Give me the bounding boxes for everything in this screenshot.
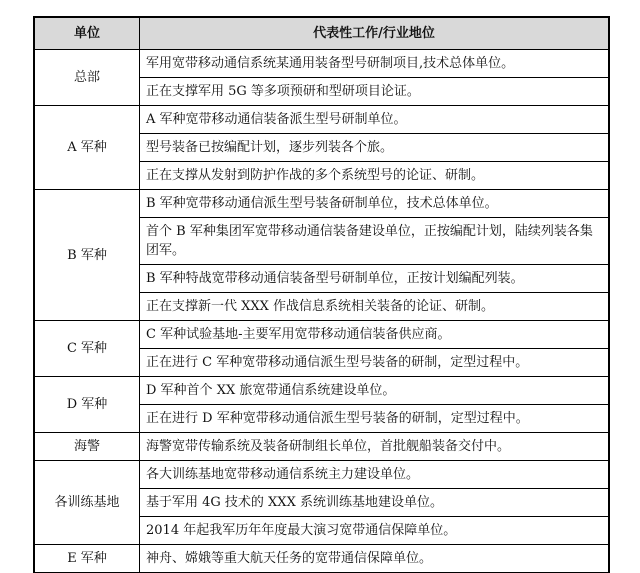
work-description-cell: 军用宽带移动通信系统某通用装备型号研制项目,技术总体单位。 (140, 50, 609, 78)
table-row (35, 106, 609, 134)
table-row (35, 190, 609, 218)
table-body (35, 50, 609, 573)
work-description-cell: D 军种首个 XX 旅宽带通信系统建设单位。 (140, 377, 609, 405)
unit-cell: 总部 (35, 50, 140, 106)
work-description-cell: B 军种宽带移动通信派生型号装备研制单位，技术总体单位。 (140, 190, 609, 218)
table-header-row (35, 18, 609, 50)
table-row (35, 321, 609, 349)
unit-cell: C 军种 (35, 321, 140, 377)
work-description-cell: 型号装备已按编配计划，逐步列装各个旅。 (140, 134, 609, 162)
work-description-cell: 正在进行 C 军种宽带移动通信派生型号装备的研制，定型过程中。 (140, 349, 609, 377)
work-description-cell: 首个 B 军种集团军宽带移动通信装备建设单位，正按编配计划，陆续列装各集团军。 (140, 218, 609, 265)
work-description-cell: A 军种宽带移动通信装备派生型号研制单位。 (140, 106, 609, 134)
work-description-cell: 基于军用 4G 技术的 XXX 系统训练基地建设单位。 (140, 489, 609, 517)
work-description-cell: 正在支撑从发射到防护作战的多个系统型号的论证、研制。 (140, 162, 609, 190)
work-description-cell: 海警宽带传输系统及装备研制组长单位，首批舰船装备交付中。 (140, 433, 609, 461)
representative-work-table (34, 17, 609, 573)
table-row (35, 433, 609, 461)
table-row (35, 377, 609, 405)
unit-cell: A 军种 (35, 106, 140, 190)
unit-cell: 海警 (35, 433, 140, 461)
table-row (35, 461, 609, 489)
work-description-cell: C 军种试验基地-主要军用宽带移动通信装备供应商。 (140, 321, 609, 349)
work-description-cell: 正在支撑新一代 XXX 作战信息系统相关装备的论证、研制。 (140, 293, 609, 321)
work-description-cell: 正在支撑军用 5G 等多项预研和型研项目论证。 (140, 78, 609, 106)
unit-cell: 各训练基地 (35, 461, 140, 545)
table-row (35, 50, 609, 78)
unit-cell: E 军种 (35, 545, 140, 573)
header-unit: 单位 (35, 18, 140, 50)
work-description-cell: 各大训练基地宽带移动通信系统主力建设单位。 (140, 461, 609, 489)
work-description-cell: 2014 年起我军历年年度最大演习宽带通信保障单位。 (140, 517, 609, 545)
header-role: 代表性工作/行业地位 (140, 18, 609, 50)
unit-cell: D 军种 (35, 377, 140, 433)
work-description-cell: B 军种特战宽带移动通信装备型号研制单位，正按计划编配列装。 (140, 265, 609, 293)
work-description-cell: 神舟、嫦娥等重大航天任务的宽带通信保障单位。 (140, 545, 609, 573)
work-description-cell: 正在进行 D 军种宽带移动通信派生型号装备的研制，定型过程中。 (140, 405, 609, 433)
table-row (35, 545, 609, 573)
unit-cell: B 军种 (35, 190, 140, 321)
